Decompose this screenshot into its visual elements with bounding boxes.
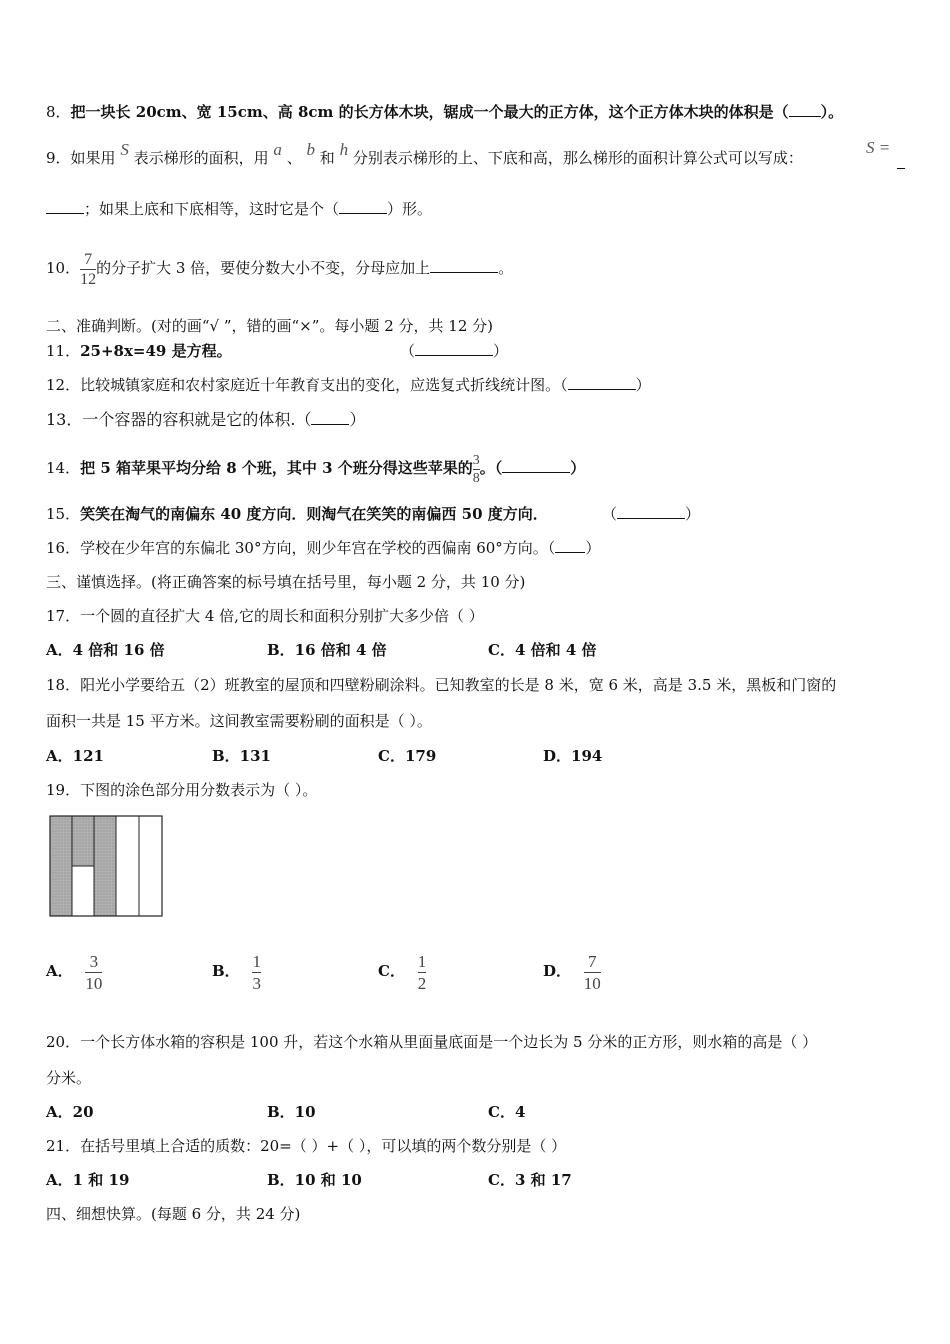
- symbol-a: a: [273, 140, 282, 159]
- q19-option-b[interactable]: [212, 948, 261, 994]
- q9-formula-blank[interactable]: [897, 168, 905, 169]
- question-13: [46, 410, 365, 430]
- q18-line-2: 面积一共是 15 平方米。这间教室需要粉刷的面积是（ ）。: [46, 712, 432, 730]
- q18-line-1: 阳光小学要给五（2）班教室的屋顶和四壁粉刷涂料。已知教室的长是 8 米，宽 6 米，高是 3.5 米，黑板和门窗的: [80, 676, 837, 694]
- q17-option-a[interactable]: A．4 倍和 16 倍: [46, 641, 165, 659]
- option-label: D．: [543, 962, 572, 980]
- frac-denominator: 8: [472, 470, 480, 486]
- option-label: A．: [46, 962, 73, 980]
- q17-option-c[interactable]: C．4 倍和 4 倍: [488, 641, 597, 659]
- frac-denominator: 10: [583, 973, 601, 993]
- q19-number: 19．: [46, 781, 81, 799]
- q16-text: 学校在少年宫的东偏北 30°方向，则少年宫在学校的西偏南 60°方向。（: [80, 539, 556, 557]
- q19-text: 下图的涂色部分用分数表示为（ ）。: [80, 781, 318, 799]
- q21-option-b[interactable]: B．10 和 10: [267, 1171, 362, 1189]
- q18-option-d[interactable]: D．194: [543, 747, 603, 765]
- q19-option-c[interactable]: [378, 948, 426, 994]
- frac-bar: [85, 972, 102, 973]
- q11-paren: [400, 341, 508, 361]
- q20-line-2: 分米。: [46, 1069, 92, 1087]
- q19-option-a[interactable]: [46, 948, 102, 994]
- q18-number: 18．: [46, 676, 81, 694]
- paren-left: （: [400, 342, 416, 360]
- q14-answer-blank[interactable]: [502, 458, 570, 473]
- q13-answer-blank[interactable]: [311, 410, 349, 425]
- question-11: [46, 341, 232, 361]
- q13-text: 一个容器的容积就是它的体积.（: [82, 410, 312, 429]
- q14-end2: ）: [570, 459, 586, 477]
- q9-text-2: 表示梯形的面积，用: [133, 149, 269, 167]
- q9-text-1: 如果用: [70, 149, 116, 167]
- q13-end: ）: [349, 410, 366, 429]
- question-9: [46, 140, 803, 168]
- frac-denominator: 12: [80, 270, 97, 288]
- q15-number: 15．: [46, 505, 81, 523]
- q14-fraction: [473, 453, 480, 486]
- q20-line-1: 一个长方体水箱的容积是 100 升，若这个水箱从里面量底面是一个边长为 5 分米的正方形，则水箱的高是（ ）: [80, 1033, 818, 1051]
- paren-right: ）: [685, 505, 701, 523]
- option-fraction: [584, 952, 601, 993]
- q14-text: 把 5 箱苹果平均分给 8 个班，其中 3 个班分得这些苹果的: [80, 459, 473, 477]
- section-4-title: 四、细想快算。(每题 6 分，共 24 分): [46, 1205, 301, 1223]
- grid-cell-shaded: [94, 816, 116, 916]
- q20-option-a[interactable]: A．20: [46, 1103, 94, 1121]
- frac-numerator: 7: [588, 951, 597, 971]
- frac-numerator: 3: [89, 951, 99, 971]
- q20-option-c[interactable]: C．4: [488, 1103, 526, 1121]
- q18-option-a[interactable]: A．121: [46, 747, 104, 765]
- question-21: [46, 1136, 566, 1156]
- q10-fraction: [80, 251, 96, 288]
- q11-answer-blank[interactable]: [415, 341, 493, 356]
- frac-denominator: 2: [417, 973, 427, 993]
- q9-shape-blank[interactable]: [339, 199, 387, 214]
- option-label: B．: [212, 962, 240, 980]
- option-fraction: [85, 952, 102, 993]
- shaded-grid-figure: [46, 812, 166, 922]
- q9-sep: 、: [286, 149, 302, 167]
- q17-number: 17．: [46, 607, 81, 625]
- q20-option-b[interactable]: B．10: [267, 1103, 316, 1121]
- q8-text-end: ）。: [820, 103, 844, 121]
- q8-number: 8．: [46, 103, 71, 121]
- symbol-b: b: [306, 140, 315, 159]
- q16-end: ）: [585, 539, 601, 557]
- q12-number: 12．: [46, 376, 81, 394]
- q11-text: 25+8x=49 是方程。: [80, 342, 232, 360]
- frac-numerator: 3: [472, 452, 480, 468]
- frac-numerator: 1: [417, 951, 427, 971]
- q8-answer-blank[interactable]: [789, 102, 821, 117]
- q9-formula-start: [866, 138, 890, 158]
- q12-answer-blank[interactable]: [568, 375, 636, 390]
- paren-left: （: [602, 505, 618, 523]
- q16-number: 16．: [46, 539, 81, 557]
- q15-paren: [602, 504, 700, 524]
- question-8: [46, 102, 843, 122]
- question-14: [46, 446, 585, 490]
- q13-number: 13．: [46, 410, 83, 429]
- frac-bar: [418, 972, 427, 973]
- question-12: [46, 375, 651, 395]
- q9-line2-end: ）形。: [387, 200, 433, 218]
- q12-end: ）: [635, 376, 651, 394]
- question-17: [46, 606, 484, 626]
- frac-bar: [473, 469, 480, 470]
- q10-number: 10．: [46, 259, 81, 277]
- q16-answer-blank[interactable]: [555, 538, 585, 553]
- q18-option-b[interactable]: B．131: [212, 747, 271, 765]
- q18-option-c[interactable]: C．179: [378, 747, 437, 765]
- q10-answer-blank[interactable]: [430, 258, 498, 273]
- frac-denominator: 10: [85, 973, 103, 993]
- q15-text: 笑笑在淘气的南偏东 40 度方向．则淘气在笑笑的南偏西 50 度方向．: [80, 505, 548, 523]
- frac-bar: [252, 972, 261, 973]
- q12-text: 比较城镇家庭和农村家庭近十年教育支出的变化，应选复式折线统计图。（: [80, 376, 568, 394]
- q10-end: 。: [498, 259, 514, 277]
- frac-denominator: 3: [252, 973, 261, 993]
- q19-option-d[interactable]: [543, 948, 601, 994]
- option-label: C．: [378, 962, 405, 980]
- formula-s-equals: S =: [866, 138, 891, 157]
- q9-formula-blank-cont[interactable]: [46, 199, 84, 214]
- q20-number: 20．: [46, 1033, 81, 1051]
- q9-text-4: 分别表示梯形的上、下底和高，那么梯形的面积计算公式可以写成：: [352, 149, 803, 167]
- paren-right: ）: [493, 342, 509, 360]
- question-20: [46, 1032, 817, 1052]
- grid-cell-shaded: [72, 816, 94, 866]
- grid-cell-shaded: [50, 816, 72, 916]
- question-18: [46, 675, 836, 695]
- section-3-title: 三、谨慎选择。(将正确答案的标号填在括号里，每小题 2 分，共 10 分): [46, 573, 526, 591]
- q9-number: 9．: [46, 149, 71, 167]
- q21-option-c[interactable]: C．3 和 17: [488, 1171, 572, 1189]
- q21-number: 21．: [46, 1137, 81, 1155]
- frac-bar: [584, 972, 601, 973]
- q10-text: 的分子扩大 3 倍，要使分数大小不变，分母应加上: [96, 259, 431, 277]
- q21-text: 在括号里填上合适的质数：20=（ ）+（ ），可以填的两个数分别是（ ）: [80, 1137, 567, 1155]
- q9-text-3: 和: [319, 149, 335, 167]
- question-9-line-2: [46, 199, 432, 219]
- symbol-h: h: [339, 140, 349, 159]
- option-fraction: [418, 952, 427, 993]
- q14-number: 14．: [46, 459, 81, 477]
- frac-numerator: 1: [252, 951, 261, 971]
- section-2-title: 二、准确判断。(对的画“√ ”，错的画“×”。每小题 2 分，共 12 分): [46, 317, 493, 335]
- option-fraction: [252, 952, 261, 993]
- question-15: [46, 504, 548, 524]
- frac-bar: [80, 269, 96, 270]
- q17-option-b[interactable]: B．16 倍和 4 倍: [267, 641, 387, 659]
- frac-numerator: 7: [84, 250, 93, 268]
- question-19: [46, 780, 317, 800]
- q21-option-a[interactable]: A．1 和 19: [46, 1171, 130, 1189]
- q15-answer-blank[interactable]: [617, 504, 685, 519]
- q17-text: 一个圆的直径扩大 4 倍,它的周长和面积分别扩大多少倍（ ）: [80, 607, 484, 625]
- q9-line2-text: ；如果上底和下底相等，这时它是个（: [84, 200, 340, 218]
- question-16: [46, 538, 600, 558]
- question-10: [46, 246, 513, 290]
- q8-text: 把一块长 20cm、宽 15cm、高 8cm 的长方体木块，锯成一个最大的正方体，这个正方体木块的体积是（: [70, 103, 789, 121]
- q11-number: 11．: [46, 342, 81, 360]
- q14-end1: 。（: [479, 459, 503, 477]
- symbol-s: S: [120, 140, 129, 159]
